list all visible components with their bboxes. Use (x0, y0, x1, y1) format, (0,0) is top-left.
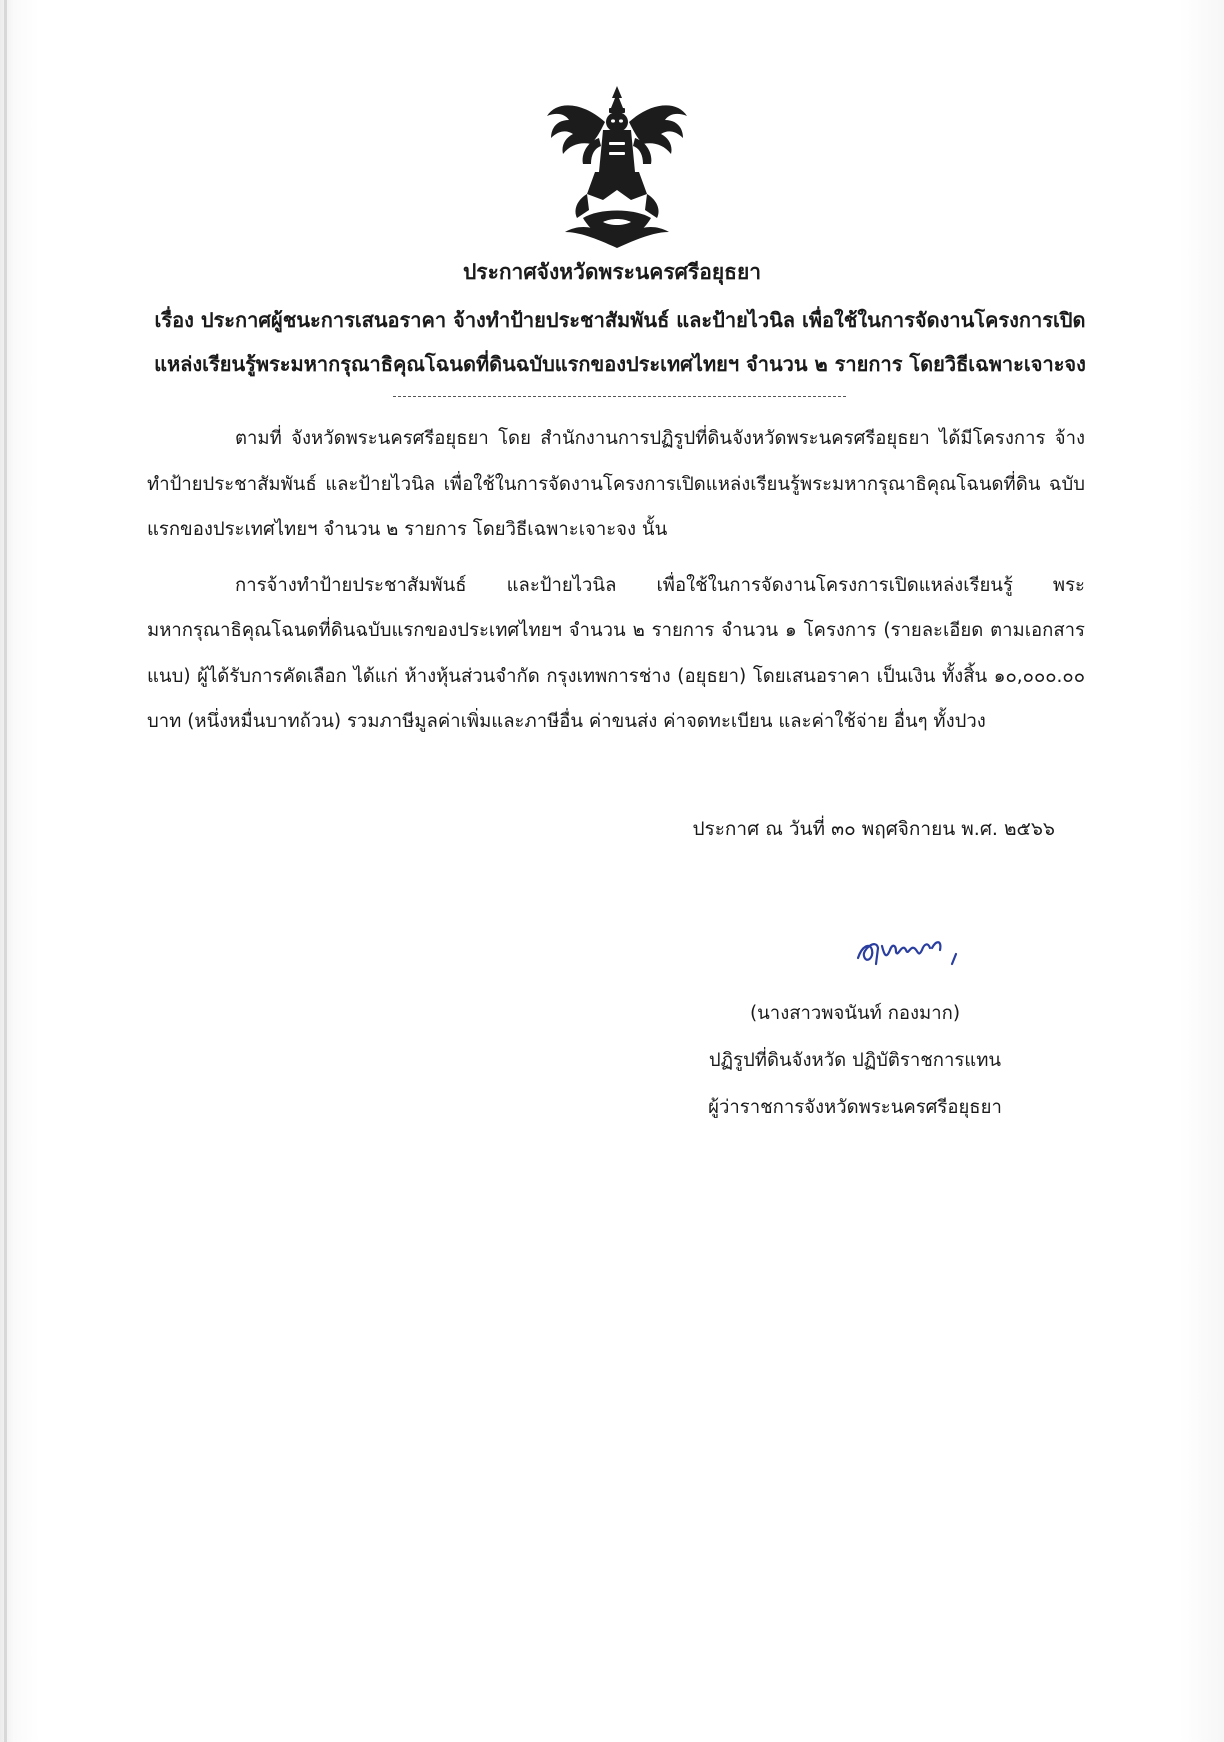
subject-line-2: แหล่งเรียนรู้พระมหากรุณาธิคุณโฉนดที่ดินฉบับแรกของประเทศไทยฯ จำนวน ๒ รายการ โดยวิธีเฉพาะเจาะจง (154, 352, 1086, 376)
announcement-body (147, 416, 1085, 745)
signatory-position: ปฏิรูปที่ดินจังหวัด ปฏิบัติราชการแทน (708, 1050, 1002, 1071)
signatory-authority: ผู้ว่าราชการจังหวัดพระนครศรีอยุธยา (708, 1097, 1002, 1118)
garuda-emblem-icon (543, 82, 691, 250)
body-paragraph-1: ตามที่ จังหวัดพระนครศรีอยุธยา โดย สำนักงานการปฏิรูปที่ดินจังหวัดพระนครศรีอยุธยา ได้มีโครงการ จ้างทำป้ายประชาสัมพันธ์ และป้ายไวนิล เพื่อใช้ในการจัดงานโครงการเปิดแหล่งเรียนรู้พระมหากรุณาธิคุณโฉนดที่ดิน ฉบับแรกของประเทศไทยฯ จำนวน ๒ รายการ โดยวิธีเฉพาะเจาะจง นั้น (147, 428, 1085, 540)
handwritten-signature (852, 920, 972, 980)
announcement-title: ประกาศจังหวัดพระนครศรีอยุธยา (462, 260, 762, 284)
announcement-subject (140, 298, 1100, 386)
dashed-divider (393, 396, 846, 397)
signatory-name: (นางสาวพจนันท์ กองมาก) (749, 1003, 961, 1024)
body-paragraph-2: การจ้างทำป้ายประชาสัมพันธ์ และป้ายไวนิล เพื่อใช้ในการจัดงานโครงการเปิดแหล่งเรียนรู้ พระมหากรุณาธิคุณโฉนดที่ดินฉบับแรกของประเทศไทยฯ จำนวน ๒ รายการ จำนวน ๑ โครงการ (รายละเอียด ตามเอกสารแนบ) ผู้ได้รับการคัดเลือก ได้แก่ ห้างหุ้นส่วนจำกัด กรุงเทพการช่าง (อยุธยา) โดยเสนอราคา เป็นเงิน ทั้งสิ้น ๑๐,๐๐๐.๐๐ บาท (หนึ่งหมื่นบาทถ้วน) รวมภาษีมูลค่าเพิ่มและภาษีอื่น ค่าขนส่ง ค่าจดทะเบียน และค่าใช้จ่าย อื่นๆ ทั้งปวง (147, 574, 1085, 732)
subject-line-1: เรื่อง ประกาศผู้ชนะการเสนอราคา จ้างทำป้ายประชาสัมพันธ์ และป้ายไวนิล เพื่อใช้ในการจัดงานโครงการเปิด (154, 308, 1086, 332)
signatory-block (680, 990, 1030, 1131)
announcement-date: ประกาศ ณ วันที่ ๓๐ พฤศจิกายน พ.ศ. ๒๕๖๖ (692, 818, 1055, 840)
